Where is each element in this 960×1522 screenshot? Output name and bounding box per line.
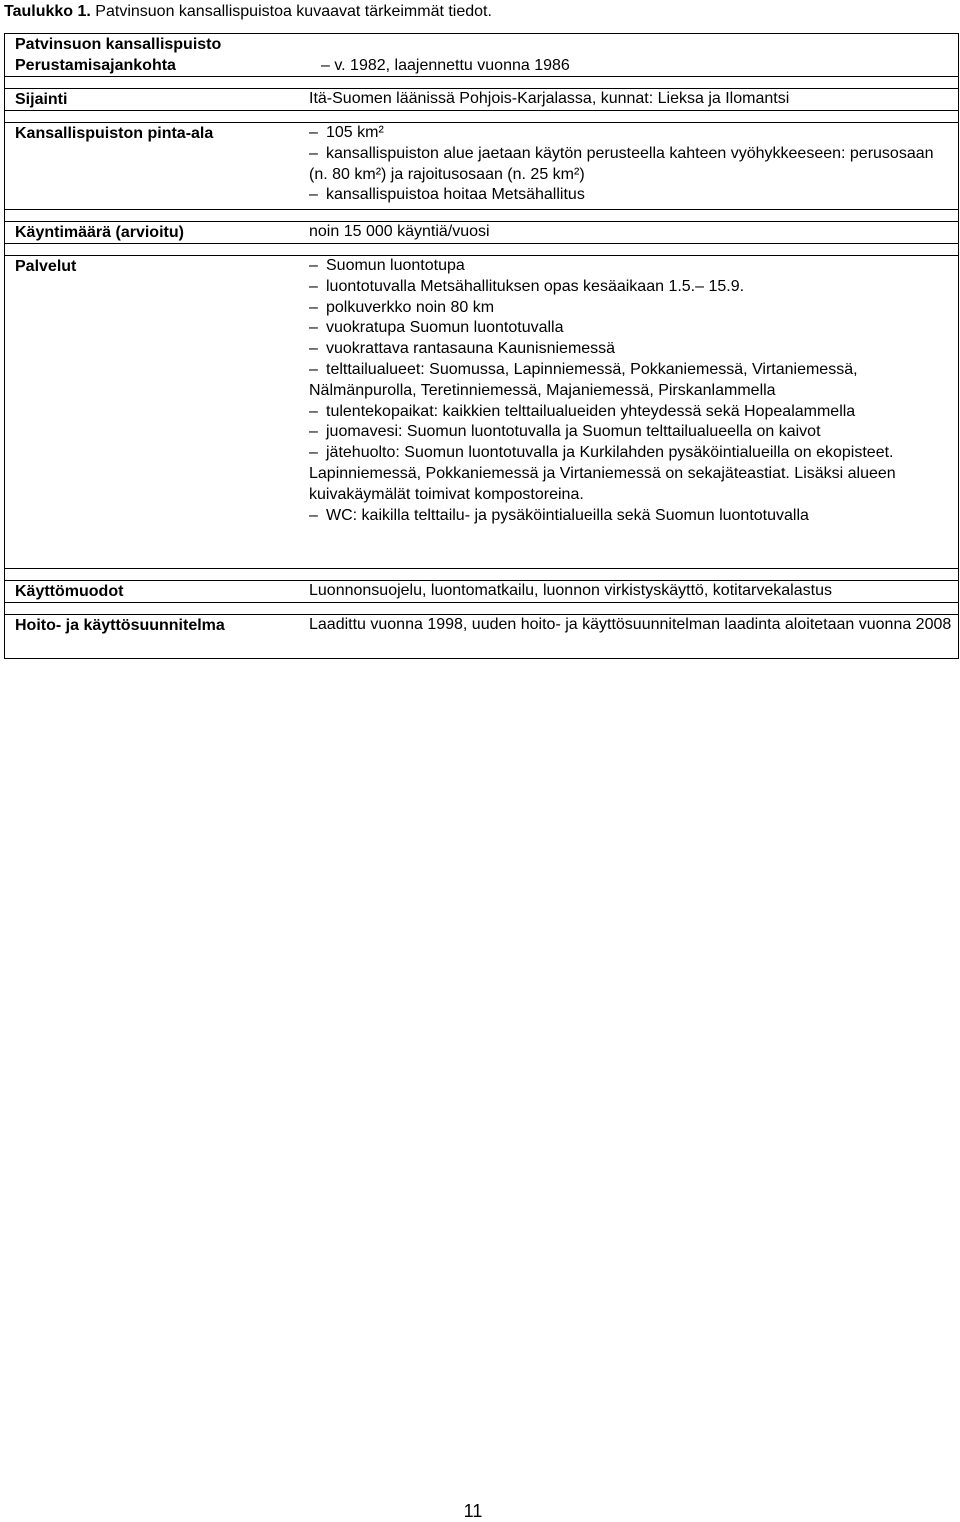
caption-text: Patvinsuon kansallispuistoa kuvaavat tärkeimmät tiedot.: [95, 3, 492, 20]
table-caption: [4, 2, 492, 22]
area-item: [309, 123, 954, 144]
table-header-row: [5, 34, 958, 76]
dash-bullet: –: [309, 340, 318, 358]
service-item-text: Suomun luontotupa: [326, 257, 465, 274]
location-value: Itä-Suomen läänissä Pohjois-Karjalassa, kunnat: Lieksa ja Ilomantsi: [309, 90, 790, 107]
services-label: Palvelut: [15, 258, 77, 275]
visits-value: noin 15 000 käyntiä/vuosi: [309, 223, 490, 240]
location-label: Sijainti: [15, 91, 68, 108]
service-item-text: vuokrattava rantasauna Kaunisniemessä: [326, 340, 616, 358]
area-row: [5, 122, 958, 209]
area-item: [309, 144, 954, 186]
spacer-row: [5, 209, 958, 221]
founding-row: [15, 55, 958, 76]
page-number: 11: [463, 1501, 483, 1521]
service-item-text: jätehuolto: Suomun luontotuvalla ja Kurkilahden pysäköintialueilla on ekopisteet. Lapinniemessä, Pokkaniemessä ja Virtaniemessä on sekajäteastiat. Lisäksi alueen kuivakäymälät toimivat kompostoreina.: [309, 444, 896, 503]
service-item-text: tulentekopaikat: kaikkien telttailualueiden yhteydessä sekä Hopealammella: [326, 402, 856, 420]
spacer-row: [5, 602, 958, 614]
service-item: [309, 339, 954, 360]
dash-bullet: –: [309, 277, 318, 295]
dash-bullet: –: [309, 319, 318, 337]
service-item-text: polkuverkko noin 80 km: [326, 298, 495, 316]
dash-bullet: –: [309, 360, 318, 378]
visits-label: Käyntimäärä (arvioitu): [15, 224, 184, 241]
dash-bullet: –: [309, 257, 318, 274]
area-item: [309, 185, 954, 206]
service-item: [309, 277, 954, 298]
visits-row: [5, 221, 958, 243]
dash-bullet: –: [309, 298, 318, 316]
service-item-text: telttailualueet: Suomussa, Lapinniemessä, Pokkaniemessä, Virtaniemessä, Nälmänpurolla, Teretinniemessä, Majaniemessä, Pirskanlammella: [309, 360, 858, 399]
founding-label: Perustamisajankohta: [15, 57, 176, 74]
dash-bullet: –: [309, 402, 318, 420]
service-item-text: WC: kaikilla telttailu- ja pysäköintialueilla sekä Suomun luontotuvalla: [326, 506, 809, 524]
area-item-text: kansallispuiston alue jaetaan käytön perusteella kahteen vyöhykkeeseen: perusosaan (n. 80 km²) ja rajoitusosaan (n. 25 km²): [309, 144, 934, 183]
service-item-text: juomavesi: Suomun luontotuvalla ja Suomun telttailualueella on kaivot: [326, 423, 821, 441]
park-info-table: [4, 33, 959, 659]
spacer-row: [5, 76, 958, 88]
plan-row: [5, 614, 958, 658]
spacer-row: [5, 568, 958, 580]
service-item: [309, 256, 954, 277]
founding-value: – v. 1982, laajennettu vuonna 1986: [321, 57, 570, 74]
uses-value: Luonnonsuojelu, luontomatkailu, luonnon virkistyskäyttö, kotitarvekalastus: [309, 582, 832, 599]
table-title: Patvinsuon kansallispuisto: [15, 36, 222, 53]
service-item: [309, 506, 954, 527]
service-item: [309, 298, 954, 319]
uses-row: [5, 580, 958, 602]
dash-bullet: –: [309, 124, 318, 141]
caption-label: Taulukko 1.: [4, 3, 91, 20]
service-item-text: vuokratupa Suomun luontotuvalla: [326, 319, 564, 337]
plan-value: Laadittu vuonna 1998, uuden hoito- ja käyttösuunnitelman laadinta aloitetaan vuonna 2008: [309, 616, 952, 633]
spacer-row: [5, 110, 958, 122]
area-item-text: 105 km²: [326, 124, 384, 141]
service-item: [309, 422, 954, 443]
uses-label: Käyttömuodot: [15, 583, 124, 600]
service-item-text: luontotuvalla Metsähallituksen opas kesäaikaan 1.5.– 15.9.: [326, 277, 745, 295]
area-list: [299, 123, 958, 209]
spacer-row: [5, 243, 958, 255]
service-item: [309, 318, 954, 339]
dash-bullet: –: [309, 444, 318, 462]
plan-label: Hoito- ja käyttösuunnitelma: [15, 617, 225, 634]
services-row: [5, 255, 958, 568]
dash-bullet: –: [309, 506, 318, 524]
location-row: [5, 88, 958, 110]
dash-bullet: –: [309, 144, 318, 162]
services-list: [299, 256, 958, 568]
area-item-text: kansallispuistoa hoitaa Metsähallitus: [326, 186, 585, 204]
dash-bullet: –: [309, 186, 318, 204]
service-item: [309, 402, 954, 423]
dash-bullet: –: [309, 423, 318, 441]
service-item: [309, 360, 954, 402]
service-item: [309, 443, 954, 505]
area-label: Kansallispuiston pinta-ala: [15, 125, 214, 142]
